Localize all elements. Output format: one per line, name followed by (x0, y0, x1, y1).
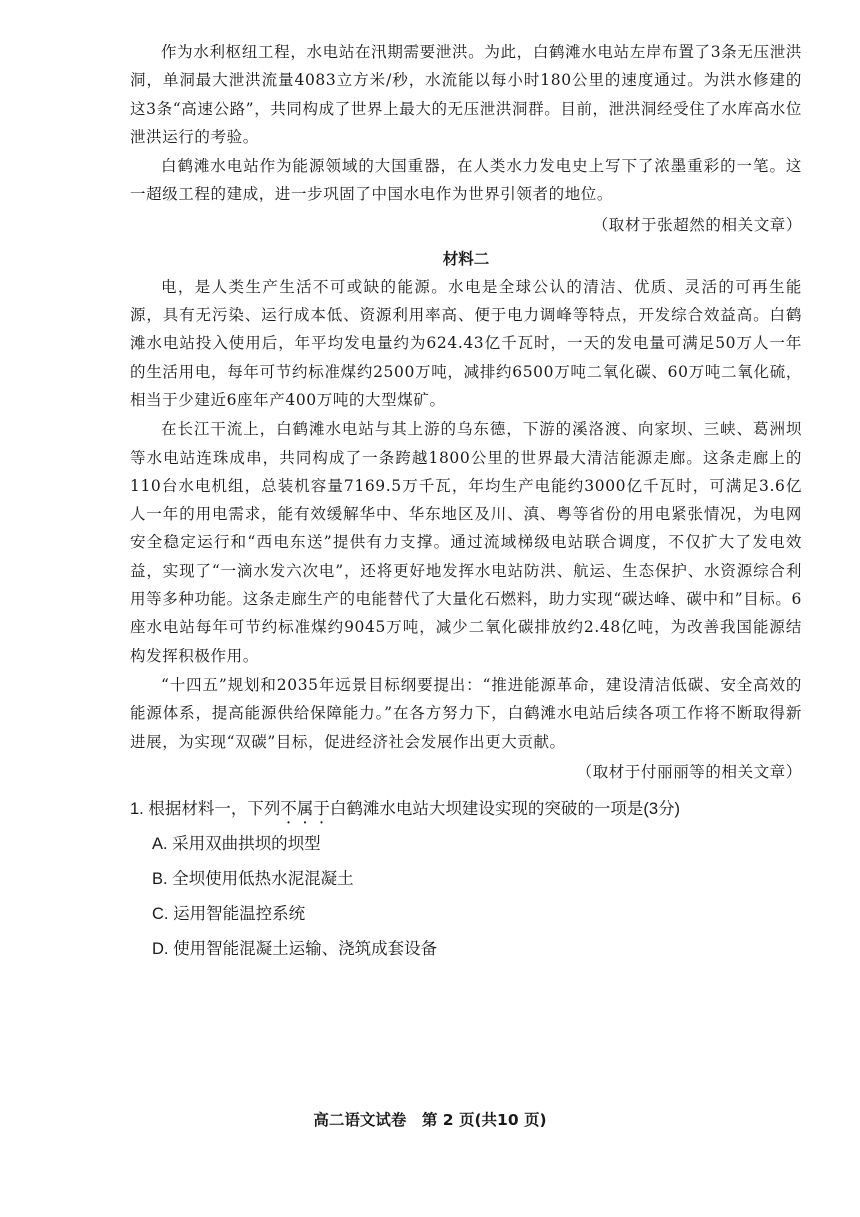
source-citation: （取材于付丽丽等的相关文章） (576, 762, 802, 781)
source-citation: （取材于张超然的相关文章） (592, 215, 802, 234)
stem-text: 1. 根据材料一，下列 (130, 799, 281, 818)
paragraph: 白鹤滩水电站作为能源领域的大国重器，在人类水力发电史上写下了浓墨重彩的一笔。这一超级工程的建成，进一步巩固了中国水电作为世界引领者的地位。 (130, 157, 802, 204)
paragraph: 电，是人类生产生活不可或缺的能源。水电是全球公认的清洁、优质、灵活的可再生能源，具有无污染、运行成本低、资源利用率高、便于电力调峰等特点，开发综合效益高。白鹤滩水电站投入使用后，年平均发电量约为624.43亿千瓦时，一天的发电量可满足50万人一年的生活用电，每年可节约标准煤约2500万吨，减排约6500万吨二氧化碳、60万吨二氧化硫，相当于少建近6座年产400万吨的大型煤矿。 (130, 277, 802, 409)
option-a: A. 采用双曲拱坝的坝型 (152, 834, 321, 853)
question-stem (130, 792, 802, 827)
option-c: C. 运用智能温控系统 (152, 904, 306, 923)
section-heading: 材料二 (442, 249, 490, 268)
option-b: B. 全坝使用低热水泥混凝土 (152, 869, 354, 888)
page-footer: 高二语文试卷 第 2 页(共10 页) (313, 1111, 547, 1129)
paragraph: 在长江干流上，白鹤滩水电站与其上游的乌东德，下游的溪洛渡、向家坝、三峡、葛洲坝等水电站连珠成串，共同构成了一条跨越1800公里的世界最大清洁能源走廊。这条走廊上的110台水电机组，总装机容量7169.5万千瓦，年均生产电能约3000亿千瓦时，可满足3.6亿人一年的用电需求，能有效缓解华中、华东地区及川、滇、粤等省份的用电紧张情况，为电网安全稳定运行和“西电东送”提供有力支撑。通过流域梯级电站联合调度，不仅扩大了发电效益，实现了“一滴水发六次电”，还将更好地发挥水电站防洪、航运、生态保护、水资源综合利用等多种功能。这条走廊生产的电能替代了大量化石燃料，助力实现“碳达峰、碳中和”目标。6座水电站每年可节约标准煤约9045万吨，减少二氧化碳排放约2.48亿吨，为改善我国能源结构发挥积极作用。 (130, 420, 802, 665)
emphasis-text: 不属于 (280, 799, 330, 818)
exam-page (130, 38, 802, 967)
stem-text: 白鹤滩水电站大坝建设实现的突破的一项是(3分) (329, 799, 681, 818)
option-d: D. 使用智能混凝土运输、浇筑成套设备 (152, 939, 438, 958)
question-1 (130, 792, 802, 967)
paragraph: “十四五”规划和2035年远景目标纲要提出：“推进能源革命，建设清洁低碳、安全高效的能源体系，提高能源供给保障能力。”在各方努力下，白鹤滩水电站后续各项工作将不断取得新进展，为实现“双碳”目标，促进经济社会发展作出更大贡献。 (130, 675, 802, 751)
paragraph: 作为水利枢纽工程，水电站在汛期需要泄洪。为此，白鹤滩水电站左岸布置了3条无压泄洪洞，单洞最大泄洪流量4083立方米/秒，水流能以每小时180公里的速度通过。为洪水修建的这3条“高速公路”，共同构成了世界上最大的无压泄洪洞群。目前，泄洪洞经受住了水库高水位泄洪运行的考验。 (130, 43, 802, 146)
